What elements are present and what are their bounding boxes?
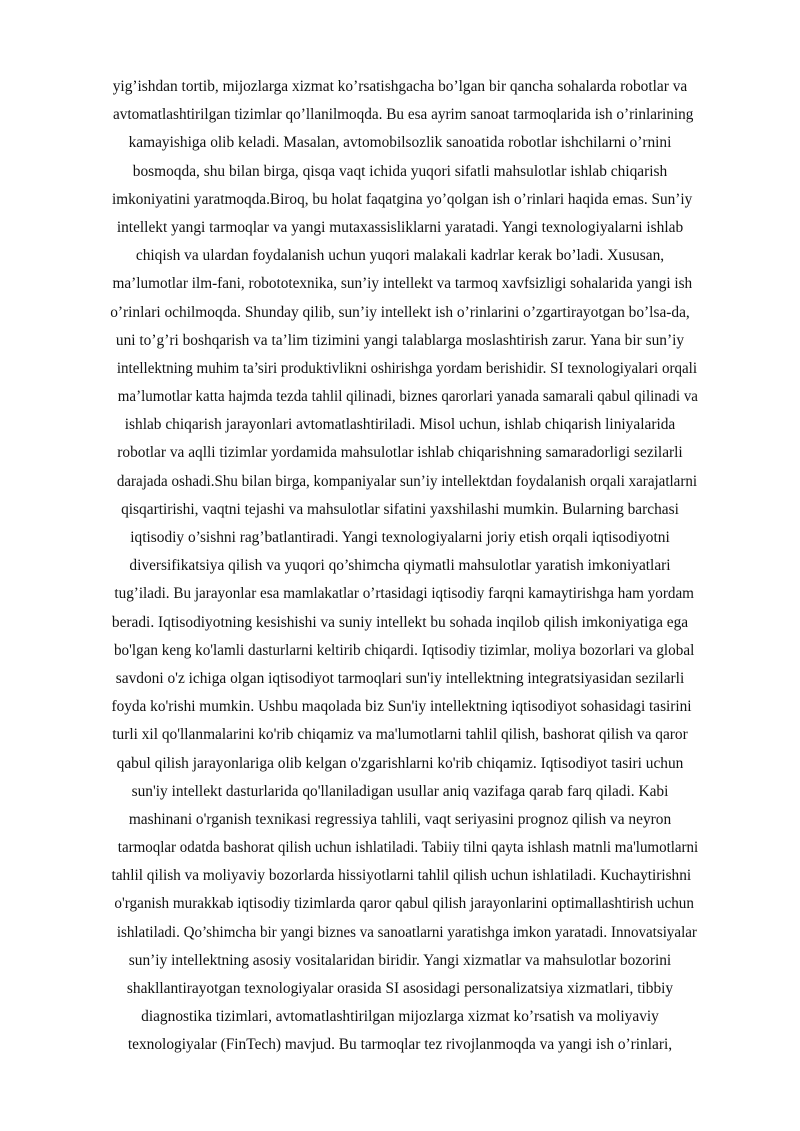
- text-line: o'rganish murakkab iqtisodiy tizimlarda qaror qabul qilish jarayonlarini optimallashtirish uchun: [114, 895, 694, 913]
- text-line: sun’iy intellektning asosiy vositalaridan biridir. Yangi xizmatlar va mahsulotlar bozorini: [128, 951, 672, 969]
- text-line: robotlar va aqlli tizimlar yordamida mahsulotlar ishlab chiqarishning samaradorligi sezilarli: [117, 444, 683, 462]
- text-line: ishlab chiqarish jarayonlari avtomatlashtiriladi. Misol uchun, ishlab chiqarish liniyalarida: [124, 416, 676, 434]
- text-line: intellekt yangi tarmoqlar va yangi mutaxassisliklarni yaratadi. Yangi texnologiyalarni ishlab: [116, 218, 684, 236]
- text-line: diagnostika tizimlari, avtomatlashtirilgan mijozlarga xizmat ko’rsatish va moliyaviy: [141, 1008, 659, 1026]
- text-line: tahlil qilish va moliyaviy bozorlarda hissiyotlarni tahlil qilish uchun ishlatiladi. Kuchaytirishni: [111, 867, 692, 885]
- text-line: imkoniyatini yaratmoqda.Biroq, bu holat faqatgina yo’qolgan ish o’rinlari haqida emas. Sun’iy: [111, 190, 693, 208]
- text-line: beradi. Iqtisodiyotning kesishishi va suniy intellekt bu sohada inqilob qilish imkoniyatiga ega: [111, 613, 689, 631]
- text-line: bo'lgan keng ko'lamli dasturlarni keltirib chiqardi. Iqtisodiy tizimlar, moliya bozorlari va global: [113, 641, 695, 659]
- text-line: qisqartirishi, vaqtni tejashi va mahsulotlar sifatini yaxshilashi mumkin. Bularning barchasi: [121, 500, 679, 518]
- text-line: darajada oshadi.Shu bilan birga, kompaniyalar sun’iy intellektdan foydalanish orqali xarajatlarni: [116, 472, 698, 490]
- text-line: iqtisodiy o’sishni rag’batlantiradi. Yangi texnologiyalarni joriy etish orqali iqtisodiyotni: [130, 529, 670, 546]
- text-line: chiqish va ulardan foydalanish uchun yuqori malakali kadrlar kerak bo’ladi. Xususan,: [135, 247, 665, 265]
- text-line: tarmoqlar odatda bashorat qilish uchun ishlatiladi. Tabiiy tilni qayta ishlash matnli ma'lumotlarni: [117, 839, 699, 857]
- text-line: o’rinlari ochilmoqda. Shunday qilib, sun’iy intellekt ish o’rinlarini o’zgartirayotgan bo’lsa-da,: [110, 303, 690, 321]
- text-line: avtomatlashtirilgan tizimlar qo’llanilmoqda. Bu esa ayrim sanoat tarmoqlarida ish o’rinlarining: [112, 106, 694, 124]
- text-line: bosmoqda, shu bilan birga, qisqa vaqt ichida yuqori sifatli mahsulotlar ishlab chiqarish: [132, 162, 668, 180]
- text-line: uni to’g’ri boshqarish va ta’lim tizimini yangi talablarga moslashtirish zarur. Yana bir sun’iy: [115, 331, 685, 349]
- text-line: sun'iy intellekt dasturlarida qo'llaniladigan usullar aniq vazifaga qarab farq qiladi. Kabi: [131, 782, 669, 800]
- text-line: savdoni o'z ichiga olgan iqtisodiyot tarmoqlari sun'iy intellektning integratsiyasidan sezilarli: [115, 669, 685, 687]
- text-line: diversifikatsiya qilish va yuqori qo’shimcha qiymatli mahsulotlar yaratish imkoniyatlari: [129, 557, 671, 575]
- text-line: ma’lumotlar ilm-fani, robototexnika, sun’iy intellekt va tarmoq xavfsizligi sohalarida yangi ish: [112, 275, 693, 293]
- text-line: turli xil qo'llanmalarini ko'rib chiqamiz va ma'lumotlarni tahlil qilish, bashorat qilish va qaror: [112, 726, 688, 744]
- text-line: yig’ishdan tortib, mijozlarga xizmat ko’rsatishgacha bo’lgan bir qancha sohalarda robotlar va: [112, 78, 688, 95]
- text-line: mashinani o'rganish texnikasi regressiya tahlili, vaqt seriyasini prognoz qilish va neyron: [128, 810, 672, 828]
- text-line: tug’iladi. Bu jarayonlar esa mamlakatlar o’rtasidagi iqtisodiy farqni kamaytirishga ham yordam: [114, 585, 694, 603]
- text-line: foyda ko'rishi mumkin. Ushbu maqolada biz Sun'iy intellektning iqtisodiyot sohasidagi tasirini: [111, 698, 692, 716]
- body-text: [110, 73, 699, 1060]
- text-line: texnologiyalar (FinTech) mavjud. Bu tarmoqlar tez rivojlanmoqda va yangi ish o’rinlari,: [127, 1036, 673, 1054]
- text-line: kamayishiga olib keladi. Masalan, avtomobilsozlik sanoatida robotlar ishchilarni o’rnini: [128, 134, 672, 152]
- text-line: intellektning muhim ta’siri produktivlikni oshirishga yordam berishidir. SI texnologiyalari orqali: [116, 359, 698, 377]
- text-line: ma’lumotlar katta hajmda tezda tahlil qilinadi, biznes qarorlari yanada samarali qabul qilinadi va: [117, 388, 698, 406]
- text-line: ishlatiladi. Qo’shimcha bir yangi biznes va sanoatlarni yaratishga imkon yaratadi. Innovatsiyalar: [116, 923, 697, 941]
- text-line: shakllantirayotgan texnologiyalar orasida SI asosidagi personalizatsiya xizmatlari, tibbiy: [126, 980, 674, 997]
- text-line: qabul qilish jarayonlariga olib kelgan o'zgarishlarni ko'rib chiqamiz. Iqtisodiyot tasiri uchun: [116, 754, 684, 772]
